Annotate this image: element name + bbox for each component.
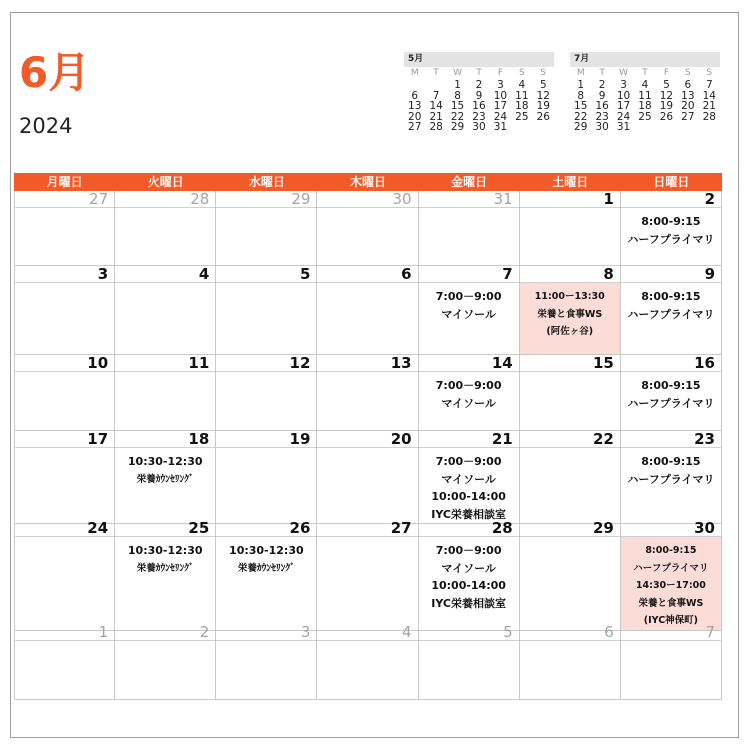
year-label: 2024 — [19, 114, 73, 138]
day-events — [216, 448, 316, 523]
mini-day — [533, 122, 554, 133]
event-line: マイソール — [441, 396, 496, 410]
event-line: (阿佐ヶ谷) — [546, 326, 594, 337]
mini-day: 12 — [536, 89, 550, 102]
mini-day: 3 — [620, 79, 627, 91]
weekday-label: 木曜日 — [349, 175, 386, 189]
day-number: 9 — [621, 266, 721, 283]
day-cell[interactable] — [14, 355, 115, 431]
mini-calendar-july — [570, 52, 720, 133]
day-events — [419, 448, 519, 523]
day-cell[interactable] — [520, 624, 621, 700]
mini-day: 1 — [577, 79, 585, 91]
day-number: 5 — [216, 266, 316, 283]
event-line: (IYC神保町) — [643, 615, 699, 626]
day-cell[interactable] — [216, 191, 317, 266]
day-number: 29 — [520, 520, 620, 537]
mini-day — [634, 122, 655, 133]
mini-day: 25 — [638, 110, 652, 123]
day-events — [317, 448, 417, 523]
week-row — [14, 355, 722, 431]
day-cell[interactable] — [520, 266, 621, 355]
mini-day: 13 — [408, 100, 422, 112]
mini-day: 24 — [616, 110, 631, 123]
day-events — [520, 283, 620, 354]
day-cell[interactable] — [520, 191, 621, 266]
mini-weekday-label: T — [433, 68, 439, 78]
day-number: 3 — [216, 624, 316, 641]
mini-day: 31 — [493, 121, 508, 133]
event-line: 8:00-9:15 — [645, 545, 697, 556]
day-events — [621, 208, 721, 265]
weekday-label: 金曜日 — [451, 175, 488, 189]
mini-day: 21 — [702, 100, 716, 112]
day-events — [115, 283, 215, 354]
mini-day: 20 — [681, 100, 695, 112]
day-number: 8 — [520, 266, 620, 283]
day-cell[interactable] — [621, 266, 722, 355]
day-number: 6 — [317, 266, 417, 283]
day-number: 24 — [15, 520, 114, 537]
mini-day: 20 — [408, 110, 422, 123]
week-row — [14, 191, 722, 266]
event-line: 10:30-12:30 — [229, 544, 304, 557]
day-events — [419, 537, 519, 630]
day-events — [317, 283, 417, 354]
day-events — [15, 208, 114, 265]
mini-day: 22 — [450, 110, 465, 123]
mini-day: 26 — [536, 110, 550, 123]
month-title: 6月 — [19, 48, 91, 97]
day-number: 10 — [15, 355, 114, 372]
mini-weekday-label: S — [684, 68, 691, 78]
mini-calendar-days — [570, 80, 720, 133]
event-line: 8:00-9:15 — [641, 379, 701, 392]
mini-day: 14 — [429, 100, 443, 112]
week-row — [14, 266, 722, 355]
event-line: マイソール — [441, 307, 496, 321]
day-number: 11 — [115, 355, 215, 372]
day-number: 21 — [419, 431, 519, 448]
day-cell[interactable] — [419, 266, 520, 355]
day-events — [115, 448, 215, 523]
event-line: 栄養と食事WS — [638, 597, 704, 609]
mini-day: 11 — [515, 89, 529, 102]
day-events — [115, 208, 215, 265]
event-line: ハーフプライマリ — [627, 307, 715, 321]
mini-day: 5 — [663, 79, 670, 91]
event-line: IYC栄養相談室 — [431, 507, 506, 521]
day-cell[interactable] — [419, 355, 520, 431]
mini-day: 10 — [616, 89, 631, 102]
mini-day: 7 — [705, 79, 713, 91]
day-cell[interactable] — [14, 520, 115, 631]
day-cell[interactable] — [317, 624, 418, 700]
day-cell[interactable] — [621, 355, 722, 431]
mini-day: 19 — [536, 100, 550, 112]
mini-weekday-label: F — [497, 68, 504, 78]
mini-day: 23 — [595, 110, 609, 123]
day-number: 1 — [15, 624, 114, 641]
day-cell[interactable] — [216, 624, 317, 700]
day-number: 7 — [621, 624, 721, 641]
day-cell[interactable] — [621, 191, 722, 266]
day-cell[interactable] — [317, 355, 418, 431]
mini-calendar-days — [404, 80, 554, 133]
event-line: 10:30-12:30 — [127, 544, 203, 557]
day-cell[interactable] — [317, 520, 418, 631]
mini-day — [699, 122, 720, 133]
day-number: 12 — [216, 355, 316, 372]
day-events — [15, 283, 114, 354]
day-cell[interactable] — [115, 266, 216, 355]
day-number: 22 — [520, 431, 620, 448]
day-cell[interactable] — [419, 191, 520, 266]
mini-day: 16 — [595, 100, 609, 112]
day-events — [621, 641, 721, 699]
day-number: 3 — [15, 266, 114, 283]
mini-day: 22 — [574, 110, 588, 123]
day-events — [419, 641, 519, 699]
day-cell[interactable] — [419, 624, 520, 700]
event-line: 14:30ー17:00 — [635, 580, 706, 591]
day-cell[interactable] — [14, 266, 115, 355]
day-number: 30 — [317, 191, 417, 208]
event-line: IYC栄養相談室 — [431, 596, 506, 610]
mini-day: 21 — [429, 110, 443, 123]
day-number: 15 — [520, 355, 620, 372]
day-events — [621, 372, 721, 430]
day-cell[interactable] — [216, 431, 317, 524]
day-cell[interactable] — [14, 431, 115, 524]
mini-day: 4 — [518, 79, 526, 91]
mini-day: 11 — [638, 89, 652, 102]
day-events — [115, 537, 215, 630]
day-events — [317, 537, 417, 630]
weekday-label: 火曜日 — [147, 175, 184, 189]
event-line: 栄養と食事WS — [537, 308, 603, 320]
weekday-label: 水曜日 — [248, 175, 285, 189]
day-events — [15, 372, 114, 430]
event-line: ハーフプライマリ — [627, 232, 715, 246]
mini-day: 12 — [659, 89, 674, 102]
mini-day: 28 — [429, 121, 443, 133]
week-row — [14, 431, 722, 520]
mini-weekday-label: T — [642, 68, 648, 78]
mini-weekday-label: W — [619, 68, 629, 78]
event-line: 7:00－9:00 — [435, 544, 502, 557]
mini-weekday-label: M — [410, 68, 419, 78]
day-events — [621, 448, 721, 523]
mini-day: 6 — [684, 79, 692, 91]
mini-day — [677, 122, 698, 133]
day-cell[interactable] — [14, 624, 115, 700]
mini-weekday-label: M — [576, 68, 585, 78]
day-events — [520, 448, 620, 523]
mini-day: 1 — [454, 79, 461, 91]
mini-day: 2 — [598, 79, 606, 91]
mini-calendar-month: 5月 — [404, 52, 554, 67]
event-line: 10:00-14:00 — [431, 579, 506, 592]
event-line: 10:30-12:30 — [127, 455, 203, 468]
day-number: 16 — [621, 355, 721, 372]
day-number: 13 — [317, 355, 417, 372]
day-number: 27 — [317, 520, 417, 537]
day-number: 28 — [115, 191, 215, 208]
mini-day: 30 — [595, 121, 609, 133]
mini-day: 10 — [493, 89, 508, 102]
day-number: 20 — [317, 431, 417, 448]
day-cell[interactable] — [520, 431, 621, 524]
day-number: 5 — [419, 624, 519, 641]
event-line: 7:00－9:00 — [435, 290, 502, 303]
day-number: 28 — [419, 520, 519, 537]
day-cell[interactable] — [14, 191, 115, 266]
weekday-label: 月曜日 — [46, 175, 83, 189]
mini-day: 15 — [574, 100, 588, 112]
mini-day: 19 — [659, 100, 674, 112]
day-cell[interactable] — [216, 355, 317, 431]
day-number: 7 — [419, 266, 519, 283]
day-events — [216, 537, 316, 630]
mini-day: 5 — [539, 79, 547, 91]
day-cell[interactable] — [621, 624, 722, 700]
mini-day: 26 — [659, 110, 674, 123]
day-events — [15, 448, 114, 523]
event-line: 栄養ｶｳﾝｾﾘﾝｸﾞ — [237, 562, 295, 574]
day-events — [419, 372, 519, 430]
event-line: 7:00－9:00 — [435, 455, 502, 468]
day-number: 30 — [621, 520, 721, 537]
mini-day — [404, 80, 425, 91]
event-line: ハーフプライマリ — [627, 472, 715, 486]
day-cell[interactable] — [216, 520, 317, 631]
event-line: 11:00ー13:30 — [534, 291, 605, 302]
day-number: 18 — [115, 431, 215, 448]
day-number: 31 — [419, 191, 519, 208]
mini-day: 24 — [493, 110, 508, 123]
day-number: 2 — [621, 191, 721, 208]
day-events — [520, 372, 620, 430]
mini-day: 9 — [598, 89, 606, 102]
day-cell[interactable] — [419, 520, 520, 631]
day-cell[interactable] — [419, 431, 520, 524]
day-number: 2 — [115, 624, 215, 641]
day-number: 4 — [115, 266, 215, 283]
event-line: マイソール — [441, 561, 496, 575]
day-events — [15, 537, 114, 630]
event-line: 8:00-9:15 — [641, 455, 701, 468]
month-grid — [14, 191, 722, 700]
day-events — [216, 372, 316, 430]
day-events — [317, 208, 417, 265]
mini-calendar-month: 7月 — [570, 52, 720, 67]
day-events — [621, 537, 721, 630]
day-number: 23 — [621, 431, 721, 448]
mini-day: 3 — [497, 79, 504, 91]
day-events — [15, 641, 114, 699]
week-row — [14, 624, 722, 700]
day-events — [115, 641, 215, 699]
mini-day: 16 — [472, 100, 486, 112]
day-cell[interactable] — [621, 520, 722, 631]
mini-weekday-label: T — [476, 68, 482, 78]
day-events — [317, 372, 417, 430]
event-line: ハーフプライマリ — [633, 562, 709, 574]
event-line: ハーフプライマリ — [627, 396, 715, 410]
mini-day: 18 — [515, 100, 529, 112]
event-line: 栄養ｶｳﾝｾﾘﾝｸﾞ — [136, 473, 194, 485]
day-events — [317, 641, 417, 699]
mini-day: 7 — [432, 89, 440, 102]
weekday-label: 土曜日 — [552, 175, 589, 189]
mini-weekday-label: S — [540, 68, 547, 78]
day-cell[interactable] — [520, 520, 621, 631]
day-events — [419, 283, 519, 354]
day-events — [216, 208, 316, 265]
day-number: 26 — [216, 520, 316, 537]
day-events — [216, 283, 316, 354]
day-number: 6 — [520, 624, 620, 641]
event-line: マイソール — [441, 472, 496, 486]
day-number: 1 — [520, 191, 620, 208]
mini-weekday-label: T — [599, 68, 605, 78]
day-number: 4 — [317, 624, 417, 641]
mini-day: 30 — [472, 121, 486, 133]
day-cell[interactable] — [317, 431, 418, 524]
day-cell[interactable] — [115, 624, 216, 700]
mini-day: 8 — [577, 89, 585, 102]
mini-day: 31 — [616, 121, 631, 133]
mini-day: 4 — [641, 79, 649, 91]
day-cell[interactable] — [520, 355, 621, 431]
mini-day: 17 — [493, 100, 508, 112]
event-line: 10:00-14:00 — [431, 490, 506, 503]
mini-day: 13 — [681, 89, 695, 102]
day-number: 14 — [419, 355, 519, 372]
event-line: 栄養ｶｳﾝｾﾘﾝｸﾞ — [136, 562, 194, 574]
week-row — [14, 520, 722, 624]
mini-day: 9 — [475, 89, 483, 102]
mini-day — [511, 122, 532, 133]
day-number: 29 — [216, 191, 316, 208]
mini-day: 29 — [574, 121, 588, 133]
day-cell[interactable] — [621, 431, 722, 524]
mini-calendar-may — [404, 52, 554, 133]
day-events — [115, 372, 215, 430]
event-line: 8:00-9:15 — [641, 290, 701, 303]
mini-weekday-label: S — [518, 68, 525, 78]
mini-weekday-label: S — [706, 68, 713, 78]
mini-weekday-label: W — [453, 68, 463, 78]
day-number: 19 — [216, 431, 316, 448]
day-cell[interactable] — [115, 191, 216, 266]
day-cell[interactable] — [115, 355, 216, 431]
mini-day: 14 — [702, 89, 716, 102]
event-line: 8:00-9:15 — [641, 215, 701, 228]
mini-day: 27 — [408, 121, 422, 133]
day-events — [419, 208, 519, 265]
day-cell[interactable] — [115, 520, 216, 631]
event-line: 7:00－9:00 — [435, 379, 502, 392]
day-events — [216, 641, 316, 699]
mini-day: 15 — [450, 100, 465, 112]
mini-day: 2 — [475, 79, 483, 91]
mini-day: 6 — [411, 89, 419, 102]
mini-weekday-label: F — [663, 68, 670, 78]
mini-day: 29 — [450, 121, 465, 133]
mini-day: 8 — [454, 89, 461, 102]
mini-day — [425, 80, 446, 91]
day-cell[interactable] — [317, 191, 418, 266]
day-events — [621, 283, 721, 354]
day-number: 17 — [15, 431, 114, 448]
day-cell[interactable] — [317, 266, 418, 355]
weekday-header-bar — [14, 173, 722, 191]
mini-day — [656, 122, 677, 133]
mini-day: 23 — [472, 110, 486, 123]
day-events — [520, 641, 620, 699]
mini-day: 17 — [616, 100, 631, 112]
mini-day: 27 — [681, 110, 695, 123]
mini-day: 18 — [638, 100, 652, 112]
mini-day: 25 — [515, 110, 529, 123]
day-events — [520, 537, 620, 630]
mini-day: 28 — [702, 110, 716, 123]
day-events — [520, 208, 620, 265]
day-number: 27 — [15, 191, 114, 208]
day-cell[interactable] — [115, 431, 216, 524]
day-cell[interactable] — [216, 266, 317, 355]
weekday-label: 日曜日 — [653, 175, 690, 189]
day-number: 25 — [115, 520, 215, 537]
